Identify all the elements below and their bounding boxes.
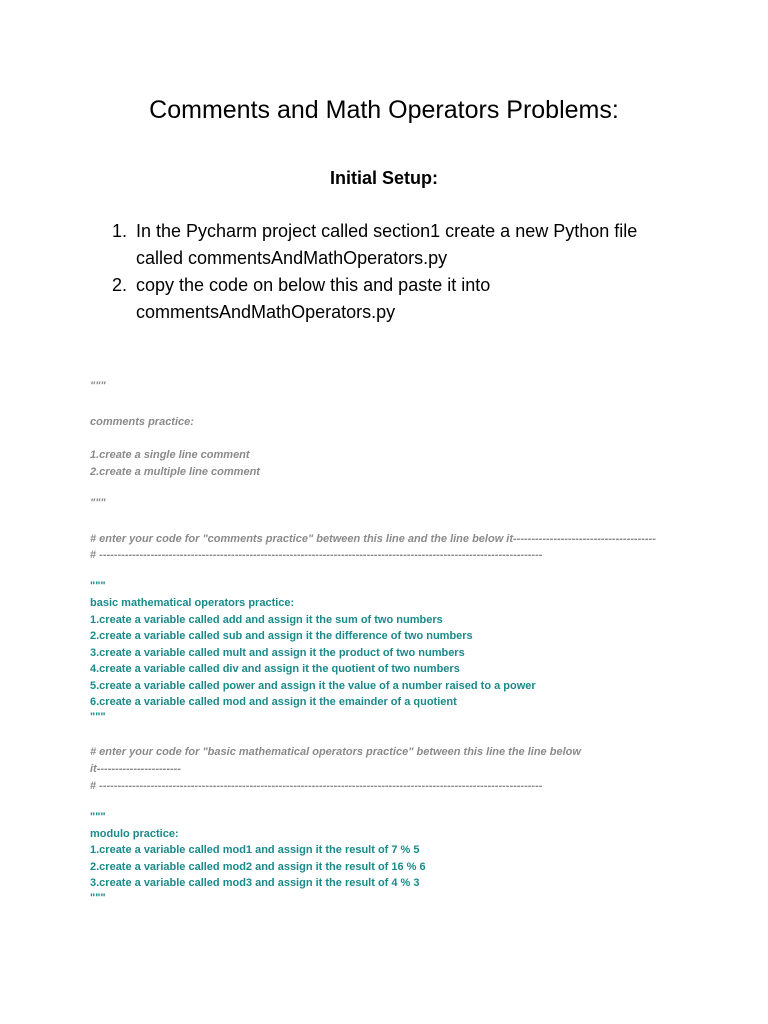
docstring-heading: modulo practice:: [90, 828, 179, 840]
docstring-item: 5.create a variable called power and assign it the value of a number raised to a power: [90, 680, 536, 692]
code-divider-line: # -------------------------------------------------------------------------------------------------------------------------: [90, 780, 543, 792]
docstring-item: 3.create a variable called mult and assign it the product of two numbers: [90, 647, 465, 659]
step-number: 2.: [112, 275, 128, 295]
docstring-item: 1.create a variable called mod1 and assign it the result of 7 % 5: [90, 844, 420, 856]
docstring-item: 2.create a variable called sub and assign it the difference of two numbers: [90, 630, 473, 642]
code-divider-line: # -------------------------------------------------------------------------------------------------------------------------: [90, 549, 543, 561]
step-text-line: commentsAndMathOperators.py: [136, 302, 396, 322]
docstring-close-quotes: """: [90, 892, 106, 904]
docstring-open-quotes: """: [90, 380, 106, 392]
docstring-item: 1.create a variable called add and assign it the sum of two numbers: [90, 614, 443, 626]
code-marker-line: # enter your code for "basic mathematical operators practice" between this line the line below: [90, 746, 581, 758]
setup-steps-list: [112, 218, 692, 326]
setup-step: [112, 218, 692, 272]
step-text-line: In the Pycharm project called section1 create a new Python file: [136, 221, 638, 241]
page-title: Comments and Math Operators Problems:: [149, 96, 619, 124]
code-comment-item: 2.create a multiple line comment: [90, 466, 260, 478]
step-text-line: called commentsAndMathOperators.py: [136, 248, 448, 268]
code-marker-line: # enter your code for "comments practice" between this line and the line below it---------------------------------------: [90, 533, 656, 545]
docstring-heading: basic mathematical operators practice:: [90, 597, 295, 609]
docstring-item: 4.create a variable called div and assign it the quotient of two numbers: [90, 663, 460, 675]
code-marker-line: it-----------------------: [90, 763, 181, 775]
code-comment-heading: comments practice:: [90, 416, 194, 428]
docstring-item: 2.create a variable called mod2 and assign it the result of 16 % 6: [90, 861, 426, 873]
docstring-close-quotes: """: [90, 711, 106, 723]
docstring-open-quotes: """: [90, 580, 106, 592]
setup-step: [112, 272, 692, 326]
docstring-item: 6.create a variable called mod and assign it the emainder of a quotient: [90, 696, 457, 708]
section-heading-initial-setup: Initial Setup:: [330, 168, 438, 188]
docstring-open-quotes: """: [90, 811, 106, 823]
docstring-item: 3.create a variable called mod3 and assign it the result of 4 % 3: [90, 877, 420, 889]
docstring-close-quotes: """: [90, 497, 106, 509]
step-text-line: copy the code on below this and paste it into: [136, 275, 491, 295]
step-number: 1.: [112, 221, 128, 241]
code-comment-item: 1.create a single line comment: [90, 449, 250, 461]
